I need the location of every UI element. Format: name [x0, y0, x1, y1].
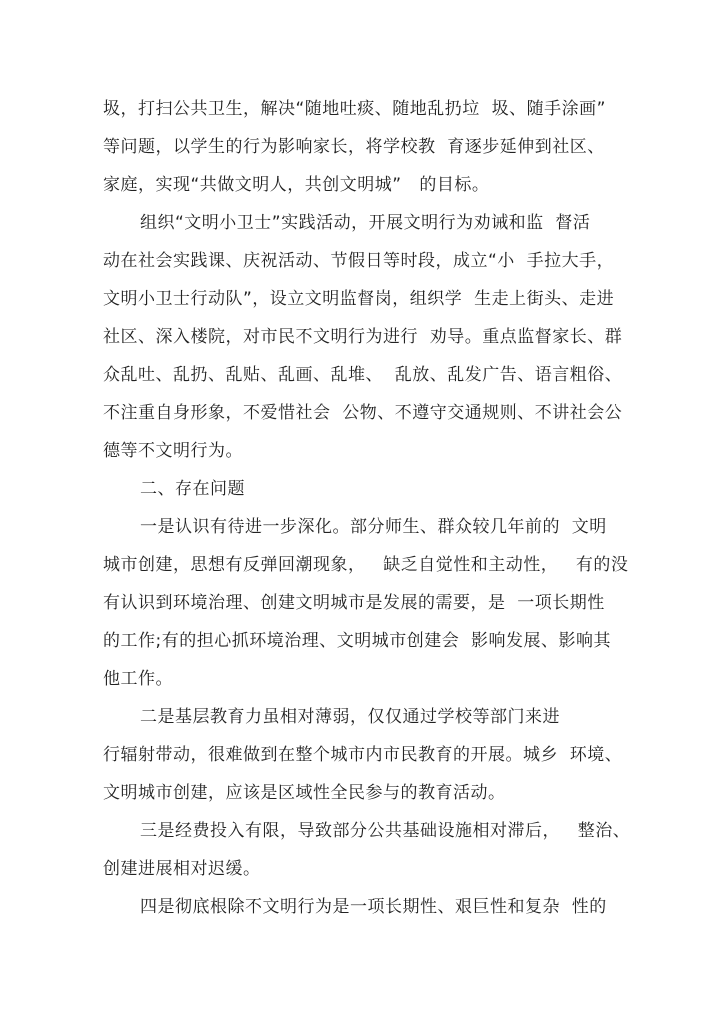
text-line: 文明小卫士行动队”，设立文明监督岗，组织学 生走上街头、走进	[103, 289, 615, 309]
text-line: 德等不文明行为。	[103, 441, 243, 461]
text-line: 他工作。	[103, 669, 173, 689]
text-line: 的工作;有的担心抓环境治理、文明城市创建会 影响发展、影响其	[103, 631, 612, 651]
text-line: 圾，打扫公共卫生，解决“随地吐痰、随地乱扔垃 圾、随手涂画”	[103, 99, 606, 119]
text-line: 城市创建，思想有反弹回潮现象， 缺乏自觉性和主动性， 有的没	[103, 555, 629, 575]
text-line: 社区、深入楼院，对市民不文明行为进行 劝导。重点监督家长、群	[103, 327, 623, 347]
text-line: 家庭，实现“共做文明人，共创文明城” 的目标。	[103, 175, 490, 195]
paragraph-start-line: 二是基层教育力虽相对薄弱，仅仅通过学校等部门来进	[140, 707, 560, 727]
text-line: 文明城市创建，应该是区域性全民参与的教育活动。	[103, 783, 506, 803]
text-line: 创建进展相对迟缓。	[103, 859, 261, 879]
paragraph-start-line: 四是彻底根除不文明行为是一项长期性、艰巨性和复杂 性的	[140, 897, 607, 917]
text-line: 行辐射带动，很难做到在整个城市内市民教育的开展。城乡 环境、	[103, 745, 623, 765]
paragraph-start-line: 组织“文明小卫士”实践活动，开展文明行为劝诫和监 督活	[140, 213, 591, 233]
text-line: 等问题，以学生的行为影响家长，将学校教 育逐步延伸到社区、	[103, 137, 605, 157]
text-line: 不注重自身形象，不爱惜社会 公物、不遵守交通规则、不讲社会公	[103, 403, 623, 423]
section-heading: 二、存在问题	[140, 479, 245, 499]
text-line: 有认识到环境治理、创建文明城市是发展的需要，是 一项长期性	[103, 593, 605, 613]
text-line: 众乱吐、乱扔、乱贴、乱画、乱堆、 乱放、乱发广告、语言粗俗、	[103, 365, 623, 385]
paragraph-start-line: 三是经费投入有限，导致部分公共基础设施相对滞后， 整治、	[140, 821, 631, 841]
paragraph-start-line: 一是认识有待进一步深化。部分师生、群众较几年前的 文明	[140, 517, 607, 537]
text-line: 动在社会实践课、庆祝活动、节假日等时段，成立“小 手拉大手，	[103, 251, 615, 271]
